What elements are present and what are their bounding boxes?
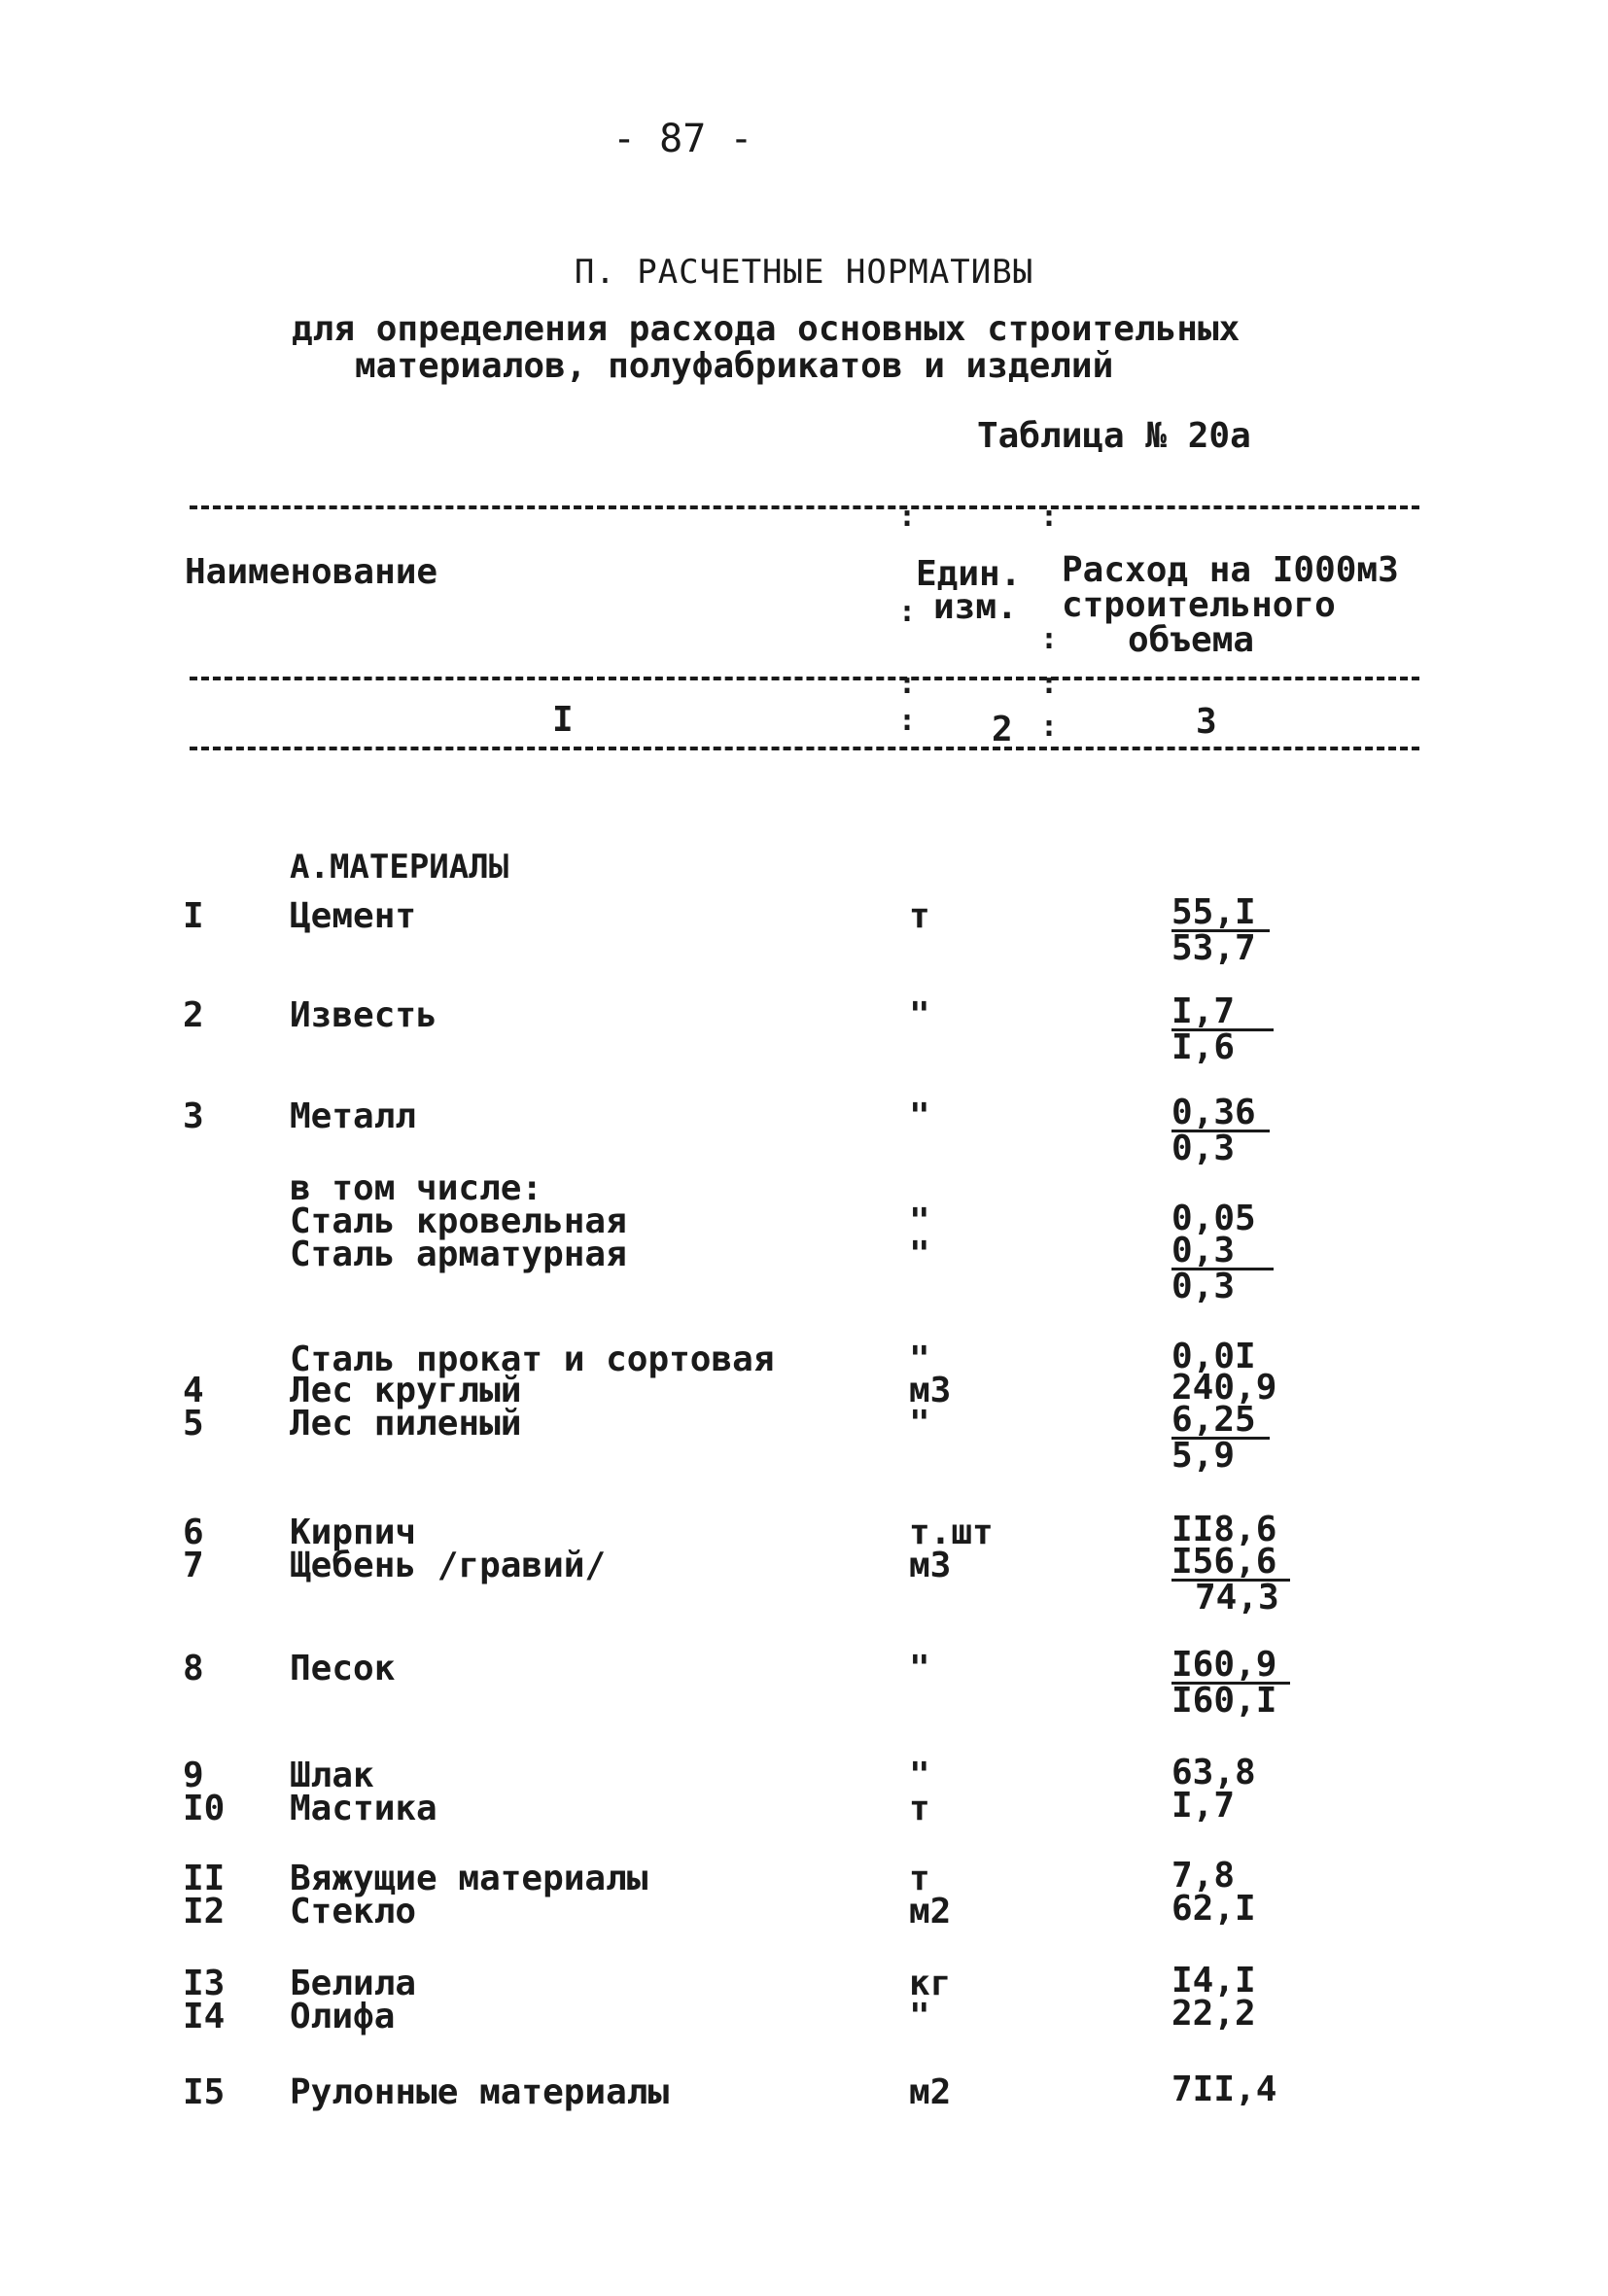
row-name: Лес круглый <box>290 1371 522 1410</box>
row-number: II <box>183 1859 226 1898</box>
header-col-name: Наименование <box>185 552 438 592</box>
value-top: I56,6 <box>1171 1546 1290 1582</box>
row-value: II8,6 <box>1171 1510 1277 1549</box>
row-value: 62,I <box>1171 1889 1256 1929</box>
header-rule-middle <box>190 677 1419 680</box>
column-separator: : <box>898 500 917 534</box>
column-number-3: 3 <box>1196 702 1217 742</box>
row-value-fraction <box>1171 892 1270 968</box>
row-unit: " <box>909 1404 930 1444</box>
value-top: 0,3 <box>1171 1235 1274 1270</box>
row-value: 0,05 <box>1171 1199 1256 1238</box>
row-unit: " <box>909 1235 930 1274</box>
row-value-fraction <box>1171 1542 1290 1618</box>
value-top: I60,9 <box>1171 1649 1290 1685</box>
row-unit: т <box>909 896 930 936</box>
row-number: 8 <box>183 1649 204 1688</box>
row-number: I3 <box>183 1964 226 2003</box>
row-value: 63,8 <box>1171 1753 1256 1792</box>
row-number: 7 <box>183 1546 204 1585</box>
row-number: 2 <box>183 995 204 1035</box>
row-number: I <box>183 896 204 936</box>
row-number: I0 <box>183 1789 226 1828</box>
row-value: 7,8 <box>1171 1856 1236 1896</box>
column-separator: : <box>898 595 917 629</box>
row-name: Лес пиленый <box>290 1404 522 1444</box>
value-top: 55,I <box>1171 896 1270 932</box>
row-value: 0,0I <box>1171 1337 1256 1376</box>
row-value: 240,9 <box>1171 1368 1277 1408</box>
row-name: Цемент <box>290 896 417 936</box>
row-name: в том числе: <box>290 1168 543 1208</box>
row-unit: " <box>909 1339 930 1379</box>
document-subtitle-line1: для определения расхода основных строительных <box>292 309 1241 349</box>
row-name: Белила <box>290 1964 417 2003</box>
row-unit: т.шт <box>909 1513 994 1552</box>
document-subtitle-line2: материалов, полуфабрикатов и изделий <box>355 346 1114 386</box>
row-number: 6 <box>183 1513 204 1552</box>
value-bottom: I,6 <box>1171 1027 1236 1067</box>
row-number: 3 <box>183 1096 204 1136</box>
header-col-consumption-line3: объема <box>1128 620 1255 660</box>
document-title: П. РАСЧЕТНЫЕ НОРМАТИВЫ <box>574 253 1034 292</box>
row-unit: " <box>909 1997 930 2036</box>
header-col-unit-line2: изм. <box>933 587 1018 627</box>
row-value-fraction <box>1171 1093 1270 1168</box>
row-unit: м3 <box>909 1546 952 1585</box>
row-unit: м2 <box>909 1892 952 1931</box>
page-number: - 87 - <box>612 117 753 161</box>
value-top: I,7 <box>1171 995 1274 1031</box>
column-separator: : <box>1040 667 1059 701</box>
row-value-fraction <box>1171 991 1274 1067</box>
row-name: Вяжущие материалы <box>290 1859 648 1898</box>
table-label: Таблица № 20а <box>977 416 1251 456</box>
value-bottom: 0,3 <box>1171 1129 1236 1168</box>
row-value: 7II,4 <box>1171 2070 1277 2109</box>
row-name: Мастика <box>290 1789 437 1828</box>
value-top: 6,25 <box>1171 1404 1270 1440</box>
row-unit: м3 <box>909 1371 952 1410</box>
row-unit: т <box>909 1789 930 1828</box>
row-name: Сталь прокат и сортовая <box>290 1339 775 1379</box>
row-unit: т <box>909 1859 930 1898</box>
row-unit: " <box>909 1201 930 1241</box>
value-top: 0,36 <box>1171 1096 1270 1132</box>
column-number-1: I <box>552 700 574 740</box>
column-separator: : <box>1040 710 1059 744</box>
row-name: Сталь арматурная <box>290 1235 627 1274</box>
value-bottom: I60,I <box>1171 1681 1277 1721</box>
column-separator: : <box>1040 622 1059 656</box>
row-number: I4 <box>183 1997 226 2036</box>
value-bottom: 74,3 <box>1195 1578 1279 1618</box>
section-title: А.МАТЕРИАЛЫ <box>290 848 509 887</box>
row-name: Известь <box>290 995 437 1035</box>
value-bottom: 53,7 <box>1171 928 1256 968</box>
row-number: I2 <box>183 1892 226 1931</box>
row-value-fraction <box>1171 1231 1274 1306</box>
row-name: Рулонные материалы <box>290 2072 670 2112</box>
column-separator: : <box>898 667 917 701</box>
row-number: 5 <box>183 1404 204 1444</box>
row-unit: кг <box>909 1964 952 2003</box>
row-number: 9 <box>183 1756 204 1795</box>
row-name: Стекло <box>290 1892 417 1931</box>
row-name: Олифа <box>290 1997 396 2036</box>
row-name: Кирпич <box>290 1513 417 1552</box>
row-unit: " <box>909 1756 930 1795</box>
row-name: Сталь кровельная <box>290 1201 627 1241</box>
column-separator: : <box>898 704 917 738</box>
row-value: 22,2 <box>1171 1994 1256 2034</box>
row-unit: " <box>909 995 930 1035</box>
row-name: Песок <box>290 1649 396 1688</box>
column-separator: : <box>1040 500 1059 534</box>
header-rule-bottom <box>190 747 1419 750</box>
header-rule-top <box>190 505 1419 509</box>
row-value: I,7 <box>1171 1786 1236 1826</box>
column-number-2: 2 <box>992 710 1013 749</box>
row-unit: " <box>909 1096 930 1136</box>
header-col-consumption-line2: строительного <box>1062 585 1336 625</box>
row-name: Металл <box>290 1096 417 1136</box>
row-value-fraction <box>1171 1400 1270 1476</box>
value-bottom: 5,9 <box>1171 1436 1236 1476</box>
row-value-fraction <box>1171 1645 1290 1721</box>
row-unit: " <box>909 1649 930 1688</box>
value-bottom: 0,3 <box>1171 1267 1236 1306</box>
row-value: I4,I <box>1171 1961 1256 2000</box>
header-col-unit-line1: Един. <box>916 554 1022 594</box>
row-unit: м2 <box>909 2072 952 2112</box>
row-number: I5 <box>183 2072 226 2112</box>
row-name: Щебень /гравий/ <box>290 1546 607 1585</box>
row-number: 4 <box>183 1371 204 1410</box>
row-name: Шлак <box>290 1756 374 1795</box>
header-col-consumption-line1: Расход на I000м3 <box>1062 550 1399 590</box>
